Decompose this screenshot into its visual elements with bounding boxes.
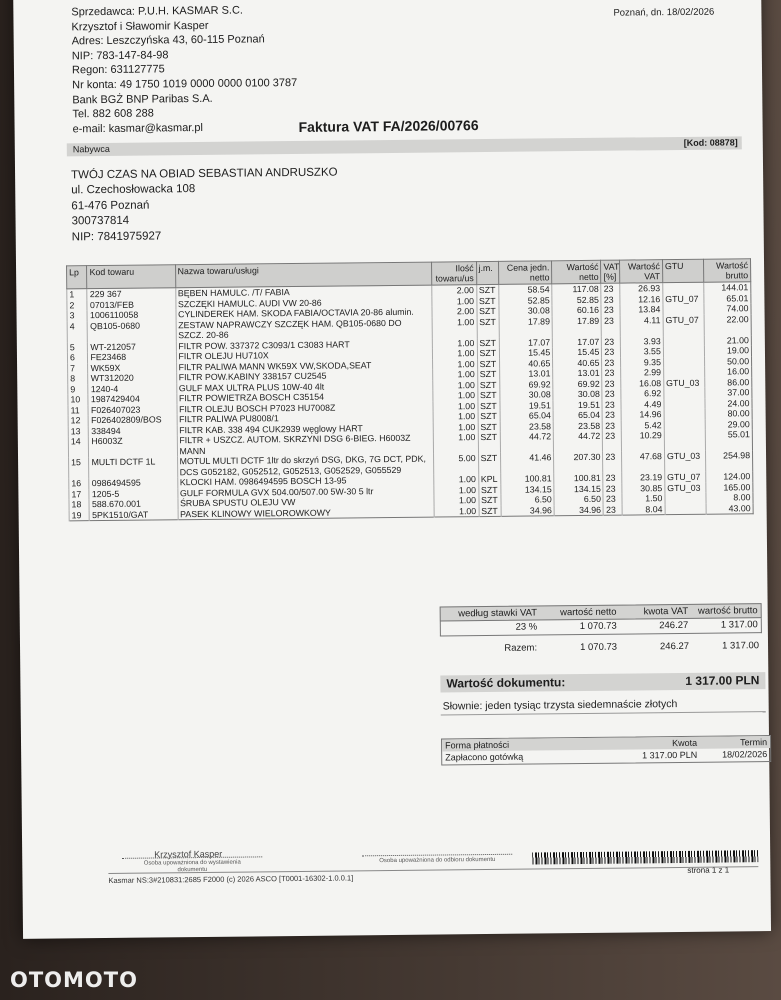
table-cell: 207.30 (554, 452, 603, 474)
table-header: GTU (662, 259, 703, 282)
table-cell: 23 (603, 483, 622, 494)
software-footer: Kasmar NS:3#210831:2685 F2000 (c) 2026 ASCO [T0001-16302-1.0.0.1] (108, 873, 354, 885)
table-cell: 13 (68, 426, 89, 437)
table-cell: 26.93 (620, 283, 663, 294)
table-cell: 9.35 (620, 357, 663, 368)
table-cell: 23 (603, 452, 622, 473)
table-cell: 1205-5 (89, 488, 177, 499)
table-cell: SZT (477, 337, 500, 348)
table-cell: SZT (478, 432, 501, 453)
table-cell: GTU_03 (664, 451, 705, 472)
table-cell: 15 (69, 457, 90, 478)
table-cell: 23.58 (500, 421, 553, 432)
table-cell (664, 430, 705, 451)
table-cell: 2 (67, 300, 88, 311)
table-cell: SZT (476, 284, 499, 295)
vat-rate-cell: 23 % (515, 621, 538, 633)
table-cell: 23 (602, 399, 621, 410)
table-cell (663, 356, 704, 367)
seller-line: Tel. 882 608 288 (72, 107, 154, 121)
table-cell: FILTR PALIWA PU8008/1 (177, 412, 433, 425)
table-cell (665, 503, 706, 514)
table-cell: 21.00 (704, 335, 751, 346)
table-cell: 8.04 (622, 504, 665, 515)
table-cell: F026407023 (88, 404, 176, 415)
table-cell: 15.45 (499, 347, 552, 358)
table-header: Ilość towaru/us (431, 262, 476, 285)
table-cell: 2.00 (431, 285, 476, 296)
table-cell: SZT (478, 453, 501, 474)
seller-line: Regon: 631127775 (71, 63, 165, 77)
table-cell: 13.01 (500, 368, 553, 379)
vat-summary-header-cell: według stawki VAT (458, 607, 538, 620)
table-cell: 30.08 (553, 389, 602, 400)
table-cell: 52.85 (499, 295, 552, 306)
table-cell: 1.00 (433, 432, 478, 453)
table-cell: 23 (603, 504, 622, 515)
table-cell: 1.00 (431, 296, 476, 307)
table-cell: SZT (476, 295, 499, 306)
table-cell: 19.00 (704, 345, 751, 356)
table-cell: GTU_03 (664, 377, 705, 388)
table-cell: FILTR KAB. 338 494 CUK2939 węglowy HART (177, 422, 433, 435)
table-cell: 23 (603, 420, 622, 431)
table-cell: 12.16 (620, 294, 663, 305)
table-cell: 8.00 (706, 492, 753, 503)
table-cell: 10.29 (621, 430, 664, 451)
seller-line: e-mail: kasmar@kasmar.pl (72, 121, 204, 136)
vat-summary-header-cell: kwota VAT (643, 605, 689, 618)
table-cell: 55.01 (705, 429, 752, 450)
table-cell: 6.92 (621, 388, 664, 399)
document-value-label: Wartość dokumentu: (446, 675, 566, 691)
table-cell: 58.54 (499, 284, 552, 296)
table-header: Cena jedn. netto (499, 261, 552, 285)
table-cell: FILTR POW.KABINY 338157 CU2545 (176, 370, 432, 383)
table-cell: 16 (69, 478, 90, 489)
table-cell: 4 (67, 321, 88, 342)
vat-rate-cell: 1 070.73 (579, 620, 617, 633)
table-cell: SZT (477, 348, 500, 359)
payment-due-date: 18/02/2026 (722, 749, 768, 760)
invoice-sheet (13, 0, 771, 939)
vat-summary (440, 603, 763, 656)
table-cell: 0986494595 (89, 477, 177, 488)
table-cell: FILTR + USZCZ. AUTOM. SKRZYNI DSG 6-BIEG. H6003Z MANN (177, 433, 433, 457)
table-cell: WK59X (88, 362, 176, 373)
table-cell: 23 (602, 336, 621, 347)
table-cell: 07013/FEB (87, 299, 175, 310)
table-header: Wartość netto (552, 260, 601, 284)
table-cell: 3.93 (620, 336, 663, 347)
table-cell: 13.84 (620, 304, 663, 315)
table-cell: 65.04 (500, 410, 553, 421)
table-cell: 6 (67, 352, 88, 363)
table-cell: 1.50 (622, 493, 665, 504)
table-cell: 1.00 (432, 380, 477, 391)
table-cell: 23 (603, 410, 622, 421)
table-cell: 144.01 (704, 282, 751, 293)
table-cell: 1.00 (432, 317, 477, 338)
table-cell: 30.08 (499, 305, 552, 316)
table-cell: 3 (67, 310, 88, 321)
table-cell: 1 (67, 289, 88, 300)
table-cell: 30.08 (500, 389, 553, 400)
table-cell: FILTR OLEJU BOSCH P7023 HU7008Z (176, 401, 432, 414)
table-cell: SZT (478, 484, 501, 495)
page-number: strona 1 z 1 (687, 865, 730, 875)
table-cell: 23 (603, 473, 622, 484)
table-cell: 14 (68, 436, 89, 457)
table-cell: 23 (602, 347, 621, 358)
table-cell: SZT (477, 316, 500, 337)
table-cell: 19 (69, 510, 90, 521)
table-cell: 23 (603, 431, 622, 452)
table-cell: 50.00 (704, 356, 751, 367)
document-value-bar (440, 672, 765, 692)
table-cell: WT312020 (88, 372, 176, 383)
table-cell: 100.81 (501, 473, 554, 484)
table-header: Kod towaru (87, 265, 175, 289)
vat-total-cell: 246.27 (659, 640, 690, 653)
table-cell: 9 (68, 384, 89, 395)
vat-summary-header-cell: wartość brutto (697, 605, 758, 617)
vat-rate-cell: 246.27 (659, 619, 689, 632)
buyer-line: NIP: 7841975927 (71, 230, 162, 243)
table-header: Nazwa towaru/usługi (175, 262, 431, 288)
table-cell: CYLINDEREK HAM. SKODA FABIA/OCTAVIA 20-86 alumin. (176, 307, 432, 320)
table-cell: 1.00 (432, 359, 477, 370)
table-cell: 134.15 (501, 484, 554, 495)
table-cell: GTU_03 (665, 482, 706, 493)
table-cell: 117.08 (552, 283, 601, 295)
table-header: Lp (67, 266, 88, 289)
table-cell: 65.01 (704, 293, 751, 304)
seller-line: NIP: 783-147-84-98 (71, 49, 169, 63)
payment-header-cell: Kwota (671, 737, 698, 749)
table-cell: 5.42 (621, 420, 664, 431)
table-cell: 134.15 (554, 483, 603, 494)
table-cell: 1.00 (433, 411, 478, 422)
table-cell: 6.50 (501, 494, 554, 505)
table-cell: QB105-0680 (88, 320, 176, 342)
table-cell: KPL (478, 474, 501, 485)
table-cell: 17.89 (499, 316, 552, 338)
table-header: j.m. (476, 261, 499, 284)
table-cell: FE23468 (88, 351, 176, 362)
table-cell: 69.92 (553, 378, 602, 389)
vat-total-cell: 1 317.00 (722, 640, 760, 652)
buyer-code: [Kod: 08878] (683, 137, 738, 148)
table-cell: 6.50 (554, 494, 603, 505)
table-cell: 86.00 (705, 377, 752, 388)
table-cell: 29.00 (705, 419, 752, 430)
table-cell (664, 398, 705, 409)
table-cell (663, 346, 704, 357)
payment-row (442, 748, 770, 764)
vat-summary-header-cell: wartość netto (560, 606, 617, 619)
table-cell: SZCZĘKI HAMULC. AUDI VW 20-86 (175, 296, 431, 309)
vat-rate-row (440, 618, 762, 636)
table-cell: 65.04 (553, 410, 602, 421)
table-cell: SZT (477, 379, 500, 390)
table-cell (664, 419, 705, 430)
table-cell: 23 (602, 389, 621, 400)
items-table (66, 258, 754, 521)
table-cell: 19.51 (553, 399, 602, 410)
table-cell: 100.81 (554, 473, 603, 484)
table-cell: 588.670.001 (89, 498, 177, 509)
table-cell: 1.00 (432, 338, 477, 349)
table-cell: GTU_07 (663, 293, 704, 304)
table-cell: SZT (477, 358, 500, 369)
table-cell: 23 (601, 294, 620, 305)
table-header: Wartość VAT (619, 260, 662, 283)
table-cell: 165.00 (706, 482, 753, 493)
payment-header-cell: Forma płatności (445, 739, 510, 751)
buyer-block (71, 166, 338, 246)
table-cell: 23 (602, 378, 621, 389)
receiver-signature-line (362, 854, 512, 857)
table-cell: 60.16 (552, 305, 601, 316)
table-cell: KLOCKI HAM. 0986494595 BOSCH 13-95 (177, 475, 433, 488)
table-cell: 40.65 (500, 358, 553, 369)
document-value-amount: 1 317.00 PLN (685, 673, 760, 688)
buyer-line: 300737814 (71, 214, 130, 228)
receiver-caption: Osoba upoważniona do odbioru dokumentu (379, 856, 496, 865)
table-cell: 1006110058 (87, 309, 175, 320)
invoice-title: Faktura VAT FA/2026/00766 (298, 117, 479, 135)
table-cell: 17.89 (552, 315, 601, 337)
table-cell: BĘBEN HAMULC. /T/ FABIA (175, 285, 431, 299)
table-cell: 7 (68, 363, 89, 374)
table-cell: ŚRUBA SPUSTU OLEJU VW (177, 496, 433, 509)
table-cell: MULTI DCTF 1L (89, 456, 177, 478)
table-cell (664, 388, 705, 399)
table-cell: 1.00 (434, 506, 479, 517)
vat-total-row (440, 639, 762, 656)
table-cell: 41.46 (501, 452, 554, 474)
seller-line: Adres: Leszczyńska 43, 60-115 Poznań (71, 33, 265, 48)
table-cell: 338494 (89, 425, 177, 436)
table-cell: 37.00 (705, 387, 752, 398)
table-cell: 23.58 (553, 420, 602, 431)
table-cell: SZT (478, 400, 501, 411)
table-cell: 3.55 (620, 346, 663, 357)
table-cell: PASEK KLINOWY WIELOROWKOWY (178, 506, 434, 520)
table-cell: 43.00 (706, 503, 753, 514)
table-cell: 23 (601, 283, 620, 294)
table-cell: 5.00 (433, 453, 478, 474)
table-cell: 2.00 (431, 306, 476, 317)
table-cell (663, 367, 704, 378)
issuer-name: Krzysztof Kasper (154, 848, 223, 860)
vat-rate-cell: 1 317.00 (720, 619, 758, 631)
table-cell: 17.07 (499, 337, 552, 348)
table-cell: 69.92 (500, 379, 553, 390)
vat-total-cell: 1 070.73 (580, 641, 618, 654)
table-cell: MOTUL MULTI DCTF 1ltr do skrzyń DSG, DKG, 7G DCT, PDK, DCS G052182, G052512, G052513, G052529, G055529 (177, 454, 433, 478)
table-cell: 1987429404 (88, 393, 176, 404)
table-cell: 23 (602, 315, 621, 336)
table-cell: H6003Z (89, 435, 177, 457)
table-cell: 14.96 (621, 409, 664, 420)
table-cell: 4.11 (620, 315, 663, 336)
table-cell: ZESTAW NAPRAWCZY SZCZĘK HAM. QB105-0680 DO SZCZ. 20-86 (176, 317, 432, 341)
buyer-line: TWÓJ CZAS NA OBIAD SEBASTIAN ANDRUSZKO (71, 166, 338, 182)
table-cell: 1.00 (433, 422, 478, 433)
buyer-line: ul. Czechosłowacka 108 (71, 183, 196, 197)
table-cell: 17 (69, 489, 90, 500)
table-cell: 124.00 (706, 471, 753, 482)
seller-line: Krzysztof i Sławomir Kasper (71, 19, 209, 33)
table-cell: WT-212057 (88, 341, 176, 352)
vat-total-label: Razem: (504, 642, 538, 654)
table-cell: 229 367 (87, 288, 175, 300)
issuer-caption: Osoba upoważniona do wystawienia dokumentu (143, 859, 241, 874)
table-cell: FILTR POW. 337372 C3093/1 C3083 HART (176, 338, 432, 351)
barcode (532, 850, 758, 864)
table-cell: 52.85 (552, 294, 601, 305)
seller-line: Nr konta: 49 1750 1019 0000 0000 0100 3787 (72, 76, 298, 92)
table-cell: 34.96 (501, 505, 554, 517)
table-cell: 47.68 (621, 451, 664, 472)
table-cell: 23.19 (622, 472, 665, 483)
table-cell (663, 282, 704, 293)
table-cell: GULF MAX ULTRA PLUS 10W-40 4lt (176, 380, 432, 393)
buyer-label: Nabywca (72, 143, 110, 155)
table-cell: 16.00 (704, 366, 751, 377)
table-cell: FILTR OLEJU HU710X (176, 349, 432, 362)
table-cell: SZT (477, 369, 500, 380)
table-cell: 22.00 (704, 314, 751, 335)
amount-in-words: Słownie: jeden tysiąc trzysta siedemnaście złotych (442, 698, 678, 713)
table-cell: 1.00 (433, 485, 478, 496)
table-cell: SZT (479, 505, 502, 516)
table-cell: 2.99 (620, 367, 663, 378)
table-cell: 80.00 (705, 408, 752, 419)
table-cell: 23 (603, 494, 622, 505)
table-cell: 19.51 (500, 400, 553, 411)
seller-line: Bank BGŻ BNP Paribas S.A. (72, 92, 213, 106)
table-cell: SZT (477, 390, 500, 401)
table-cell: 1.00 (433, 495, 478, 506)
table-cell: 13.01 (553, 368, 602, 379)
table-cell: 5PK1510/GAT (90, 509, 178, 521)
table-cell (665, 493, 706, 504)
table-cell: 1.00 (432, 401, 477, 412)
table-cell: SZT (478, 421, 501, 432)
table-cell: 1.00 (432, 369, 477, 380)
issue-date: Poznań, dn. 18/02/2026 (613, 6, 715, 19)
table-cell: 15.45 (553, 347, 602, 358)
table-cell: 17.07 (553, 336, 602, 347)
table-cell: 34.96 (554, 504, 603, 516)
table-cell: 1.00 (432, 390, 477, 401)
otomoto-watermark: OTOMOTO (10, 968, 138, 992)
table-cell (663, 304, 704, 315)
table-header: VAT [%] (601, 260, 620, 283)
table-cell (664, 409, 705, 420)
table-header: Wartość brutto (703, 259, 750, 282)
table-cell: 1.00 (433, 474, 478, 485)
table-cell: 44.72 (500, 431, 553, 453)
table-cell: GTU_07 (665, 472, 706, 483)
payment-table (441, 735, 771, 765)
table-cell: 1.00 (432, 348, 477, 359)
table-cell: F026402809/BOS (89, 414, 177, 425)
table-cell: 24.00 (705, 398, 752, 409)
table-cell: 23 (602, 368, 621, 379)
table-cell: 30.85 (622, 483, 665, 494)
table-cell: 10 (68, 394, 89, 405)
table-cell: 5 (67, 342, 88, 353)
table-cell: 254.98 (705, 450, 752, 471)
table-cell (663, 335, 704, 346)
seller-line: Sprzedawca: P.U.H. KASMAR S.C. (71, 4, 244, 19)
table-cell: 11 (68, 405, 89, 416)
payment-header-cell: Termin (739, 737, 768, 748)
table-cell: 23 (601, 305, 620, 316)
table-cell: SZT (478, 411, 501, 422)
table-cell: GTU_07 (663, 314, 704, 335)
table-cell: 23 (602, 357, 621, 368)
table-cell: 74.00 (704, 303, 751, 314)
table-cell: SZT (477, 306, 500, 317)
payment-method: Zapłacono gotówką (445, 751, 524, 763)
table-cell: FILTR PALIWA MANN WK59X VW,SKODA,SEAT (176, 359, 432, 372)
table-cell: 8 (68, 373, 89, 384)
table-cell: 44.72 (554, 431, 603, 453)
payment-amount: 1 317.00 PLN (642, 749, 698, 761)
table-cell: 18 (69, 499, 90, 510)
seller-block (71, 3, 297, 137)
table-cell: SZT (478, 495, 501, 506)
buyer-bar (67, 136, 742, 156)
table-cell: 40.65 (553, 357, 602, 368)
table-cell: FILTR POWIETRZA BOSCH C35154 (176, 391, 432, 404)
table-cell: GULF FORMULA GVX 504.00/507.00 5W-30 5 ltr (177, 485, 433, 498)
buyer-line: 61-476 Poznań (71, 199, 150, 213)
table-cell: 12 (68, 415, 89, 426)
table-cell: 1240-4 (88, 383, 176, 394)
table-cell: 16.08 (621, 378, 664, 389)
table-cell: 4.49 (621, 399, 664, 410)
